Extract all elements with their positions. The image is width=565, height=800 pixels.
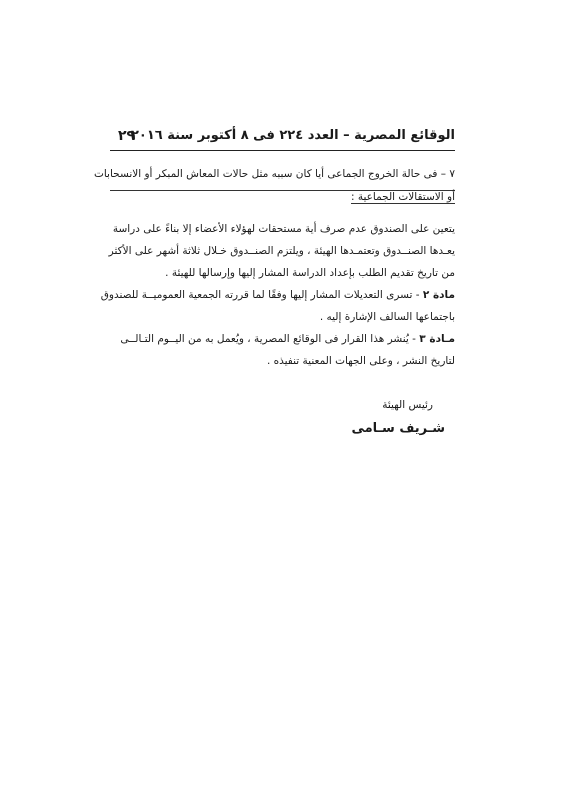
article-2-label: مادة ٢ — [422, 289, 455, 301]
item-7-line-1: ٧ – فى حالة الخروج الجماعى أيا كان سببه مثل حالات المعاش المبكر أو الانسحابات — [110, 168, 455, 191]
item-7-line-2-wrap — [110, 191, 455, 213]
signature-name: شـريف سـامى — [351, 421, 445, 436]
article-2-text: - تسرى التعديلات المشار إليها وفقًا لما قررته الجمعية العموميــة للصندوق — [100, 289, 423, 301]
item-7-line-2: أو الاستقالات الجماعية : — [350, 191, 455, 203]
article-2-line-2: باجتماعها السالف الإشارة إليه . — [319, 311, 455, 323]
header-title: الوقائع المصرية – العدد ٢٢٤ فى ٨ أكتوبر سنة ٢٠١٦ — [130, 128, 455, 143]
article-2-line-1 — [100, 289, 455, 311]
article-3-text: - يُنشر هذا القرار فى الوقائع المصرية ، ويُعمل به من اليــوم التـالــى — [120, 333, 420, 345]
paragraph-1-line-2: يعـدها الصنــدوق وتعتمـدها الهيئة ، ويلتزم الصنــدوق خـلال ثلاثة أشهر على الأكثر — [108, 245, 455, 257]
article-3-label: مـادة ٣ — [419, 333, 455, 345]
paragraph-1-line-3: من تاريخ تقديم الطلب بإعداد الدراسة المشار إليها وإرسالها للهيئة . — [165, 267, 455, 279]
document-body — [93, 168, 455, 436]
page-number: ٢٩ — [118, 128, 136, 144]
page-header — [110, 128, 455, 151]
paragraph-1-line-1: يتعين على الصندوق عدم صرف أية مستحقات لهؤلاء الأعضاء إلا بناءً على دراسة — [112, 223, 455, 235]
article-3-line-1 — [110, 333, 455, 355]
signature-title: رئيس الهيئة — [382, 399, 433, 411]
article-3-line-2: لتاريخ النشر ، وعلى الجهات المعنية تنفيذه . — [266, 355, 455, 367]
